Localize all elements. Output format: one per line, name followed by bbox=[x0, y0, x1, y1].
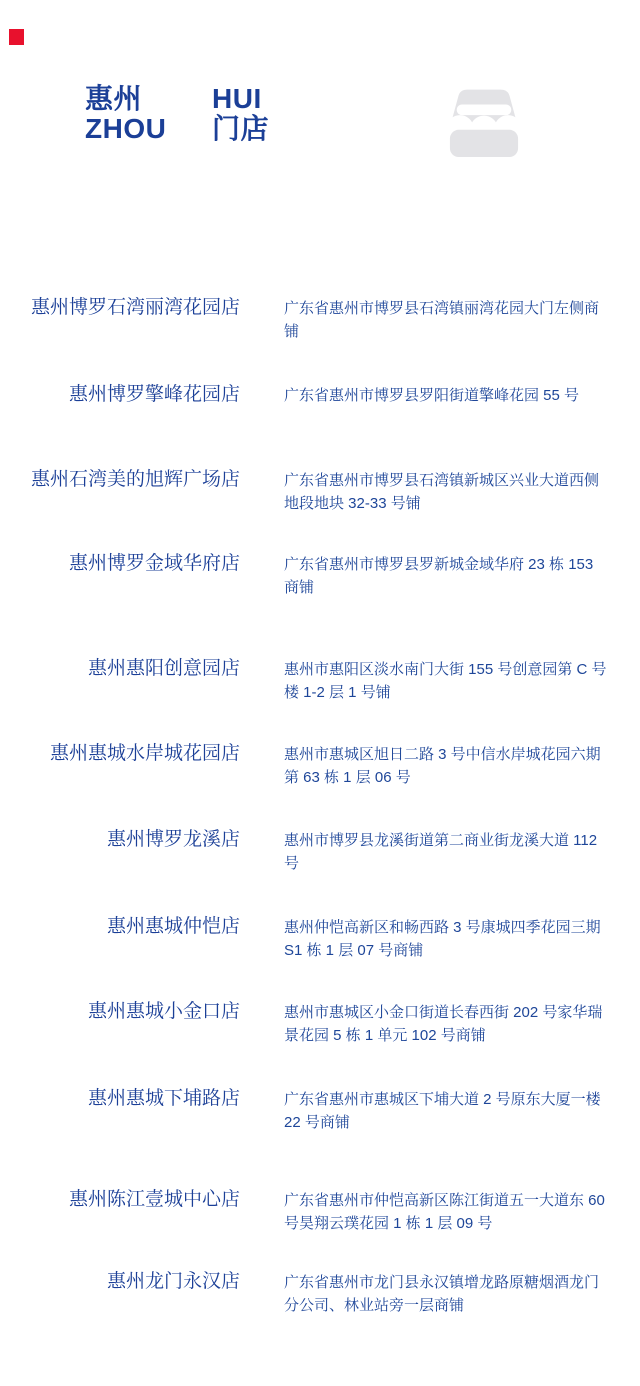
title-line1-zh: 惠州 bbox=[85, 83, 143, 114]
store-name: 惠州博罗金域华府店 bbox=[68, 553, 240, 574]
store-name: 惠州博罗石湾丽湾花园店 bbox=[30, 297, 240, 318]
store-address: 惠州市惠城区小金口街道长春西街 202 号家华瑞景花园 5 栋 1 单元 102 号商铺 bbox=[284, 1004, 603, 1044]
title-line2-en: ZHOU bbox=[85, 113, 167, 144]
store-address: 惠州市惠城区旭日二路 3 号中信水岸城花园六期第 63 栋 1 层 06 号 bbox=[284, 746, 601, 786]
store-name: 惠州龙门永汉店 bbox=[106, 1271, 240, 1292]
store-name: 惠州石湾美的旭辉广场店 bbox=[30, 469, 240, 490]
store-address: 惠州仲恺高新区和畅西路 3 号康城四季花园三期 S1 栋 1 层 07 号商铺 bbox=[284, 919, 601, 959]
store-address: 广东省惠州市博罗县罗新城金域华府 23 栋 153 商铺 bbox=[284, 556, 594, 596]
store-address: 广东省惠州市龙门县永汉镇增龙路原糖烟酒龙门分公司、林业站旁一层商铺 bbox=[284, 1274, 600, 1314]
store-list bbox=[18, 0, 622, 1386]
store-address: 广东省惠州市博罗县石湾镇新城区兴业大道西侧地段地块 32-33 号铺 bbox=[284, 472, 600, 512]
store-address: 惠州市博罗县龙溪街道第二商业街龙溪大道 112 号 bbox=[284, 832, 598, 872]
store-address: 广东省惠州市仲恺高新区陈江街道五一大道东 60 号昊翔云璞花园 1 栋 1 层 09 号 bbox=[284, 1192, 605, 1232]
store-name: 惠州陈江壹城中心店 bbox=[68, 1189, 240, 1210]
store-name: 惠州惠城仲恺店 bbox=[106, 916, 240, 937]
store-address: 广东省惠州市博罗县石湾镇丽湾花园大门左侧商铺 bbox=[284, 300, 600, 340]
store-name: 惠州惠城水岸城花园店 bbox=[49, 743, 240, 764]
store-name: 惠州惠阳创意园店 bbox=[87, 658, 240, 679]
store-address: 广东省惠州市惠城区下埔大道 2 号原东大厦一楼 22 号商铺 bbox=[284, 1091, 601, 1131]
store-name: 惠州惠城下埔路店 bbox=[87, 1088, 240, 1109]
store-name: 惠州博罗龙溪店 bbox=[106, 829, 240, 850]
store-name: 惠州博罗擎峰花园店 bbox=[68, 384, 240, 405]
store-address: 广东省惠州市博罗县罗阳街道擎峰花园 55 号 bbox=[284, 387, 580, 404]
store-address: 惠州市惠阳区淡水南门大街 155 号创意园第 C 号楼 1-2 层 1 号铺 bbox=[284, 661, 607, 701]
store-name: 惠州惠城小金口店 bbox=[87, 1001, 240, 1022]
title-line1-en: HUI bbox=[212, 83, 262, 114]
title-line2-zh: 门店 bbox=[212, 113, 270, 144]
